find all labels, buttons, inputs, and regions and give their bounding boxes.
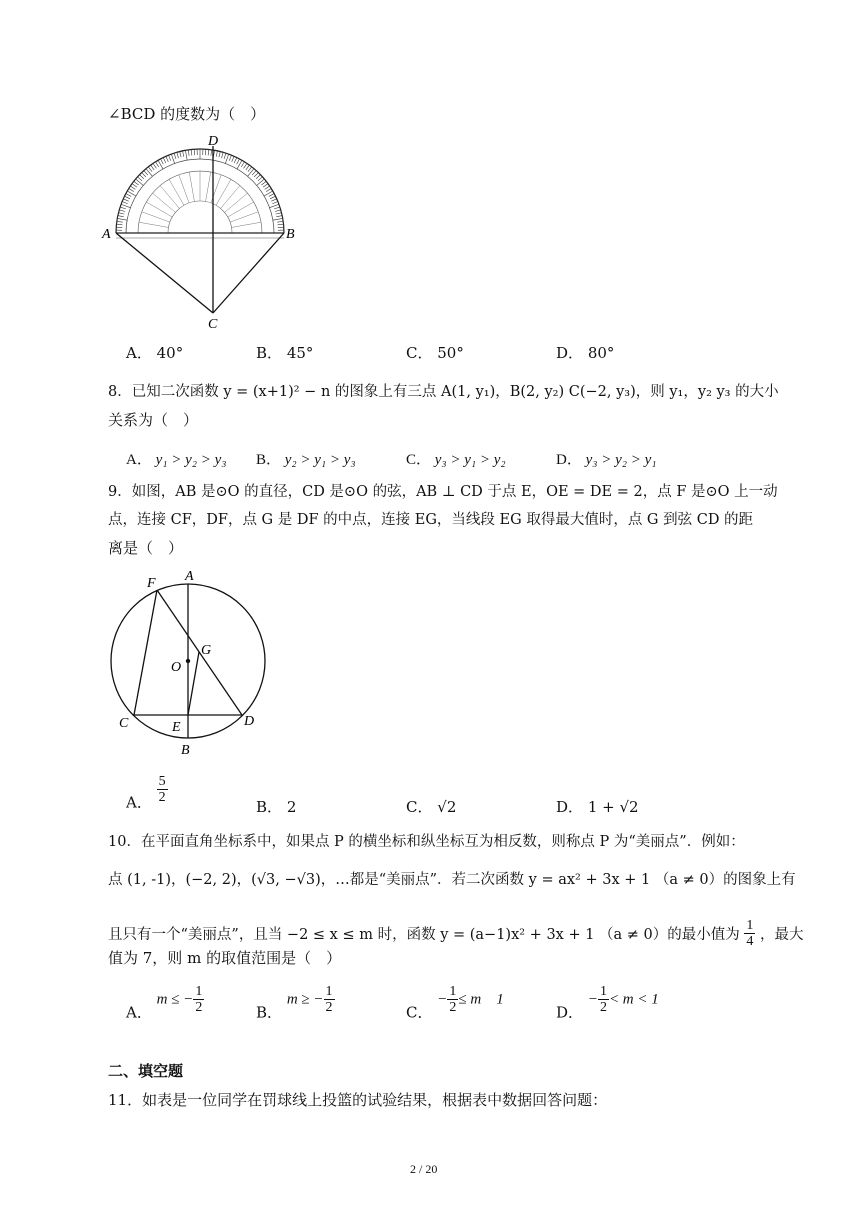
protractor-ray <box>139 222 169 227</box>
q7-option-a[interactable]: A． 40° <box>126 344 184 362</box>
protractor-tick <box>117 221 123 222</box>
protractor-tick <box>177 152 179 158</box>
q9-option-d[interactable]: D． 1 + √2 <box>556 798 639 816</box>
q7-option-d[interactable]: D． 80° <box>556 344 615 362</box>
q7-stem: ∠BCD 的度数为（ ） <box>108 105 266 123</box>
q10-option-c[interactable]: C． − $\frac{1}{2}$ ≤ m 1 <box>406 984 504 1022</box>
protractor-ray <box>225 193 248 212</box>
q9-line2: 点，连接 CF，DF，点 G 是 DF 的中点，连接 EG，当线段 EG 取得最大值时，点 G 到弦 CD 的距 <box>108 512 754 528</box>
q10-line3: 且只有一个“美丽点”，且当 −2 ≤ x ≤ m 时，函数 y = (a−1)x² + 3x + 1 （a ≠ 0）的最小值为 $\frac{1}{4}$ ，最大 <box>108 918 804 949</box>
protractor-tick <box>269 194 274 197</box>
protractor-tick <box>232 156 234 161</box>
protractor-tick <box>122 202 128 204</box>
q10-option-b[interactable]: B． m ≥ − $\frac{1}{2}$ <box>256 984 333 1022</box>
q7-option-b[interactable]: B． 45° <box>256 344 314 362</box>
protractor-tick <box>263 184 268 188</box>
q10-option-a[interactable]: A． m ≤ − $\frac{1}{2}$ <box>126 984 203 1022</box>
protractor-tick <box>224 153 226 159</box>
protractor-tick <box>144 171 148 175</box>
protractor-tick <box>275 210 281 212</box>
circle-figure <box>105 565 295 760</box>
protractor-tick <box>118 216 124 217</box>
protractor-tick <box>272 202 278 204</box>
q7-option-c[interactable]: C． 50° <box>406 344 464 362</box>
protractor-tick <box>174 153 176 159</box>
center-point <box>186 659 190 663</box>
protractor-tick <box>225 154 228 163</box>
section-heading-fill-blank: 二、填空题 <box>108 1062 184 1080</box>
protractor-tick <box>277 221 283 222</box>
label-b: B <box>286 227 295 242</box>
protractor-tick <box>237 159 240 164</box>
q8-option-a[interactable]: A． y₁ > y₂ > y₃ <box>126 452 227 468</box>
protractor-tick <box>166 156 168 161</box>
protractor-ray <box>160 186 179 209</box>
protractor-tick <box>254 173 258 177</box>
label-g: G <box>201 643 212 658</box>
protractor-tick <box>248 167 252 172</box>
protractor-tick <box>188 150 189 156</box>
label-f: F <box>147 576 156 591</box>
protractor-tick <box>121 204 130 207</box>
q10-line2: 点 (1, -1)，(−2, 2)，(√3, −√3)，…都是“美丽点”．若二次函数 y = ax² + 3x + 1 （a ≠ 0）的图象上有 <box>108 872 796 888</box>
q9-option-a[interactable]: A． $\frac{5}{2}$ <box>126 774 166 812</box>
label-a: A <box>185 569 194 584</box>
protractor-tick <box>234 158 237 163</box>
protractor-ray <box>221 186 240 209</box>
label-b: B <box>181 743 190 758</box>
label-e: E <box>172 720 181 735</box>
q10-option-d[interactable]: D． − $\frac{1}{2}$ < m < 1 <box>556 984 659 1022</box>
protractor-tick <box>273 218 283 220</box>
label-a: A <box>102 227 111 242</box>
protractor-tick <box>180 151 181 157</box>
protractor-tick <box>153 163 156 168</box>
protractor-tick <box>266 188 271 191</box>
protractor-tick <box>211 150 212 156</box>
protractor-ray <box>232 222 262 227</box>
protractor-ray <box>206 172 211 202</box>
q8-line1: 8．已知二次函数 y = (x+1)² − n 的图象上有三点 A(1, y₁)，B(2, y₂) C(−2, y₃)，则 y₁，y₂ y₃ 的大小 <box>108 384 779 400</box>
protractor-tick <box>171 154 174 163</box>
q11-stem: 11．如表是一位同学在罚球线上投篮的试验结果，根据表中数据回答问题： <box>108 1091 608 1109</box>
q10-line4: 值为 7，则 m 的取值范围是（ ） <box>108 949 342 967</box>
protractor-tick <box>256 175 260 179</box>
protractor-tick <box>148 167 152 172</box>
protractor-tick <box>276 216 282 217</box>
q8-option-b[interactable]: B． y₂ > y₁ > y₃ <box>256 452 356 468</box>
label-d: D <box>208 134 219 149</box>
protractor-tick <box>140 175 144 179</box>
protractor-tick <box>142 173 146 177</box>
protractor-tick <box>258 177 262 181</box>
protractor-tick <box>257 179 265 185</box>
label-o: O <box>171 660 182 675</box>
protractor-tick <box>146 169 152 177</box>
protractor-tick <box>221 152 223 158</box>
q9-option-b[interactable]: B． 2 <box>256 798 297 816</box>
protractor-tick <box>183 151 184 157</box>
protractor-tick <box>271 199 276 201</box>
q8-option-d[interactable]: D． y₃ > y₂ > y₁ <box>556 452 657 468</box>
protractor-tick <box>163 158 166 163</box>
protractor-tick <box>155 162 158 167</box>
q8-line2: 关系为（ ） <box>108 411 199 429</box>
segment-cf <box>134 590 157 715</box>
segment-bc <box>213 233 284 313</box>
protractor-tick <box>270 204 279 207</box>
protractor-tick <box>134 181 139 185</box>
q9-line1: 9．如图，AB 是⊙O 的直径，CD 是⊙O 的弦，AB ⊥ CD 于点 E，OE = DE = 2，点 F 是⊙O 上一动 <box>108 484 778 500</box>
protractor-tick <box>191 149 192 155</box>
protractor-figure <box>100 130 300 335</box>
protractor-tick <box>120 207 126 209</box>
protractor-tick <box>118 213 124 214</box>
protractor-tick <box>208 149 209 155</box>
protractor-tick <box>278 224 284 225</box>
protractor-tick <box>151 165 155 170</box>
protractor-tick <box>136 179 144 185</box>
protractor-tick <box>219 151 220 157</box>
protractor-tick <box>130 186 135 189</box>
protractor-tick <box>126 194 131 197</box>
page-number: 2 / 20 <box>410 1162 438 1176</box>
protractor-tick <box>241 162 244 167</box>
protractor-tick <box>248 169 254 177</box>
protractor-tick <box>138 177 142 181</box>
q9-option-c[interactable]: C． √2 <box>406 798 457 816</box>
protractor-tick <box>270 196 275 199</box>
protractor-ray <box>189 172 194 202</box>
protractor-tick <box>169 155 171 161</box>
protractor-tick <box>216 151 217 157</box>
protractor-tick <box>265 186 270 189</box>
protractor-tick <box>246 165 250 170</box>
q9-line3: 离是（ ） <box>108 539 184 557</box>
protractor-tick <box>119 210 125 212</box>
protractor-tick <box>274 207 280 209</box>
label-d: D <box>244 714 255 729</box>
protractor-tick <box>117 218 127 220</box>
protractor-tick <box>229 155 231 161</box>
q8-option-c[interactable]: C． y₃ > y₁ > y₂ <box>406 452 506 468</box>
label-c: C <box>119 716 129 731</box>
protractor-tick <box>129 188 134 191</box>
protractor-tick <box>161 159 164 164</box>
protractor-tick <box>244 163 247 168</box>
protractor-tick <box>261 181 266 185</box>
protractor-tick <box>276 213 282 214</box>
protractor-tick <box>116 224 122 225</box>
protractor-tick <box>125 196 130 199</box>
protractor-tick <box>252 171 256 175</box>
protractor-ray <box>153 193 176 212</box>
q10-line1: 10．在平面直角坐标系中，如果点 P 的横坐标和纵坐标互为相反数，则称点 P 为“美丽点”．例如： <box>108 834 745 850</box>
segment-ac <box>116 233 213 313</box>
protractor-tick <box>123 199 128 201</box>
label-c: C <box>208 317 218 332</box>
protractor-tick <box>132 184 137 188</box>
protractor-tick <box>185 150 187 160</box>
